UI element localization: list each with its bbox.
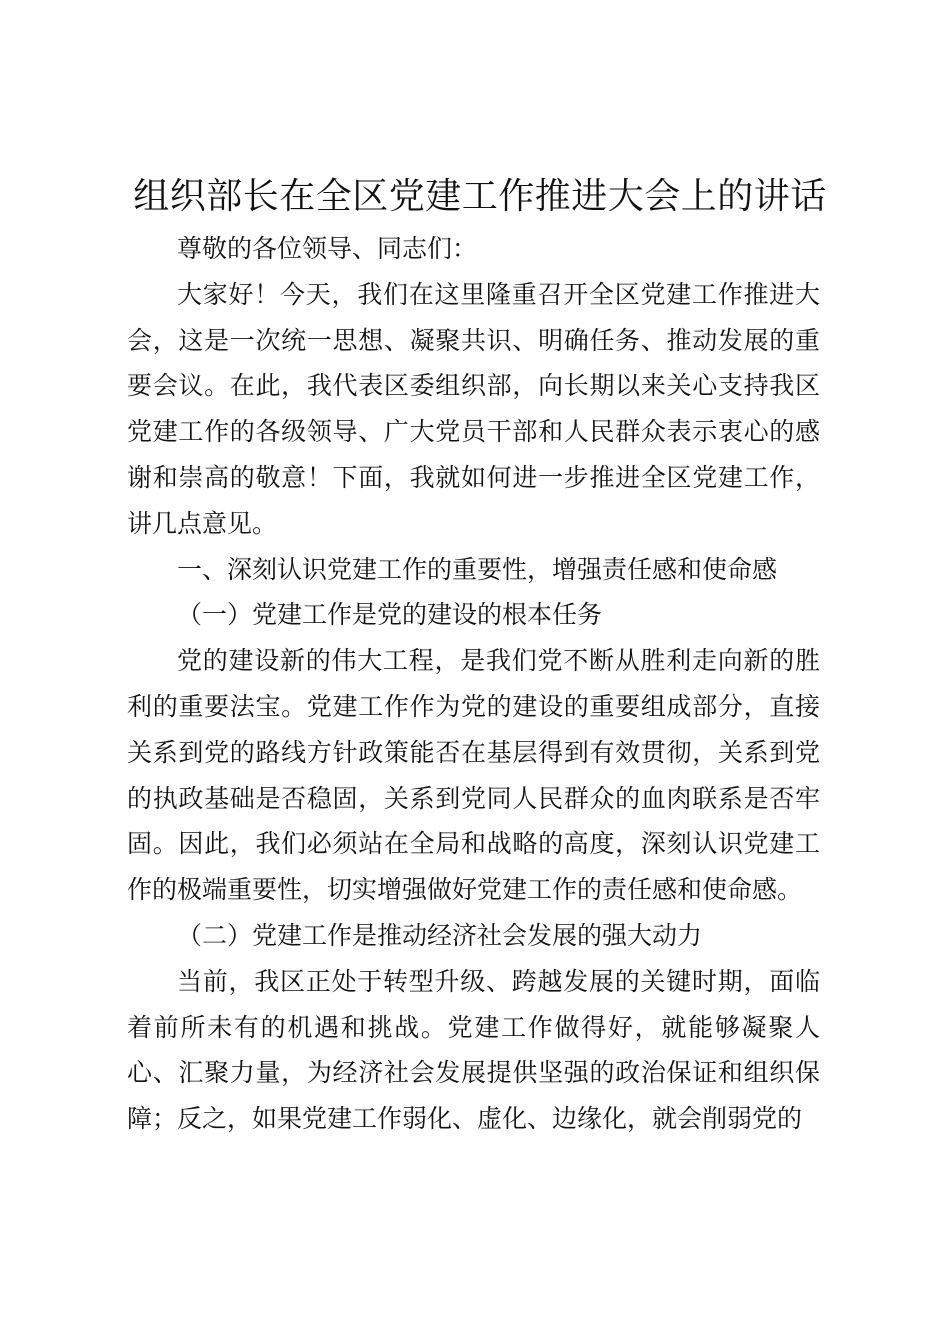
document-title: 组织部长在全区党建工作推进大会上的讲话 bbox=[133, 176, 827, 217]
document-body bbox=[127, 226, 820, 1142]
subsection-1-paragraph: 党的建设新的伟大工程，是我们党不断从胜利走向新的胜利的重要法宝。党建工作作为党的建设的重要组成部分，直接关系到党的路线方针政策能否在基层得到有效贯彻，关系到党的执政基础是否稳固，关系到党同人民群众的血肉联系是否牢固。因此，我们必须站在全局和战略的高度，深刻认识党建工作的极端重要性，切实增强做好党建工作的责任感和使命感。 bbox=[127, 646, 820, 905]
subsection-1-heading: （一）党建工作是党的建设的根本任务 bbox=[177, 600, 603, 630]
section-1-heading: 一、深刻认识党建工作的重要性，增强责任感和使命感 bbox=[177, 554, 778, 584]
subsection-2-heading: （二）党建工作是推动经济社会发展的强大动力 bbox=[177, 920, 703, 950]
opening-paragraph: 大家好！今天，我们在这里隆重召开全区党建工作推进大会，这是一次统一思想、凝聚共识、明确任务、推动发展的重要会议。在此，我代表区委组织部，向长期以来关心支持我区党建工作的各级领导、广大党员干部和人民群众表示衷心的感谢和崇高的敬意！下面，我就如何进一步推进全区党建工作，讲几点意见。 bbox=[127, 279, 820, 538]
salutation: 尊敬的各位领导、同志们： bbox=[177, 234, 478, 263]
subsection-2-paragraph: 当前，我区正处于转型升级、跨越发展的关键时期，面临着前所未有的机遇和挑战。党建工作做得好，就能够凝聚人心、汇聚力量，为经济社会发展提供坚强的政治保证和组织保障；反之，如果党建工作弱化、虚化、边缘化，就会削弱党的 bbox=[127, 966, 820, 1134]
